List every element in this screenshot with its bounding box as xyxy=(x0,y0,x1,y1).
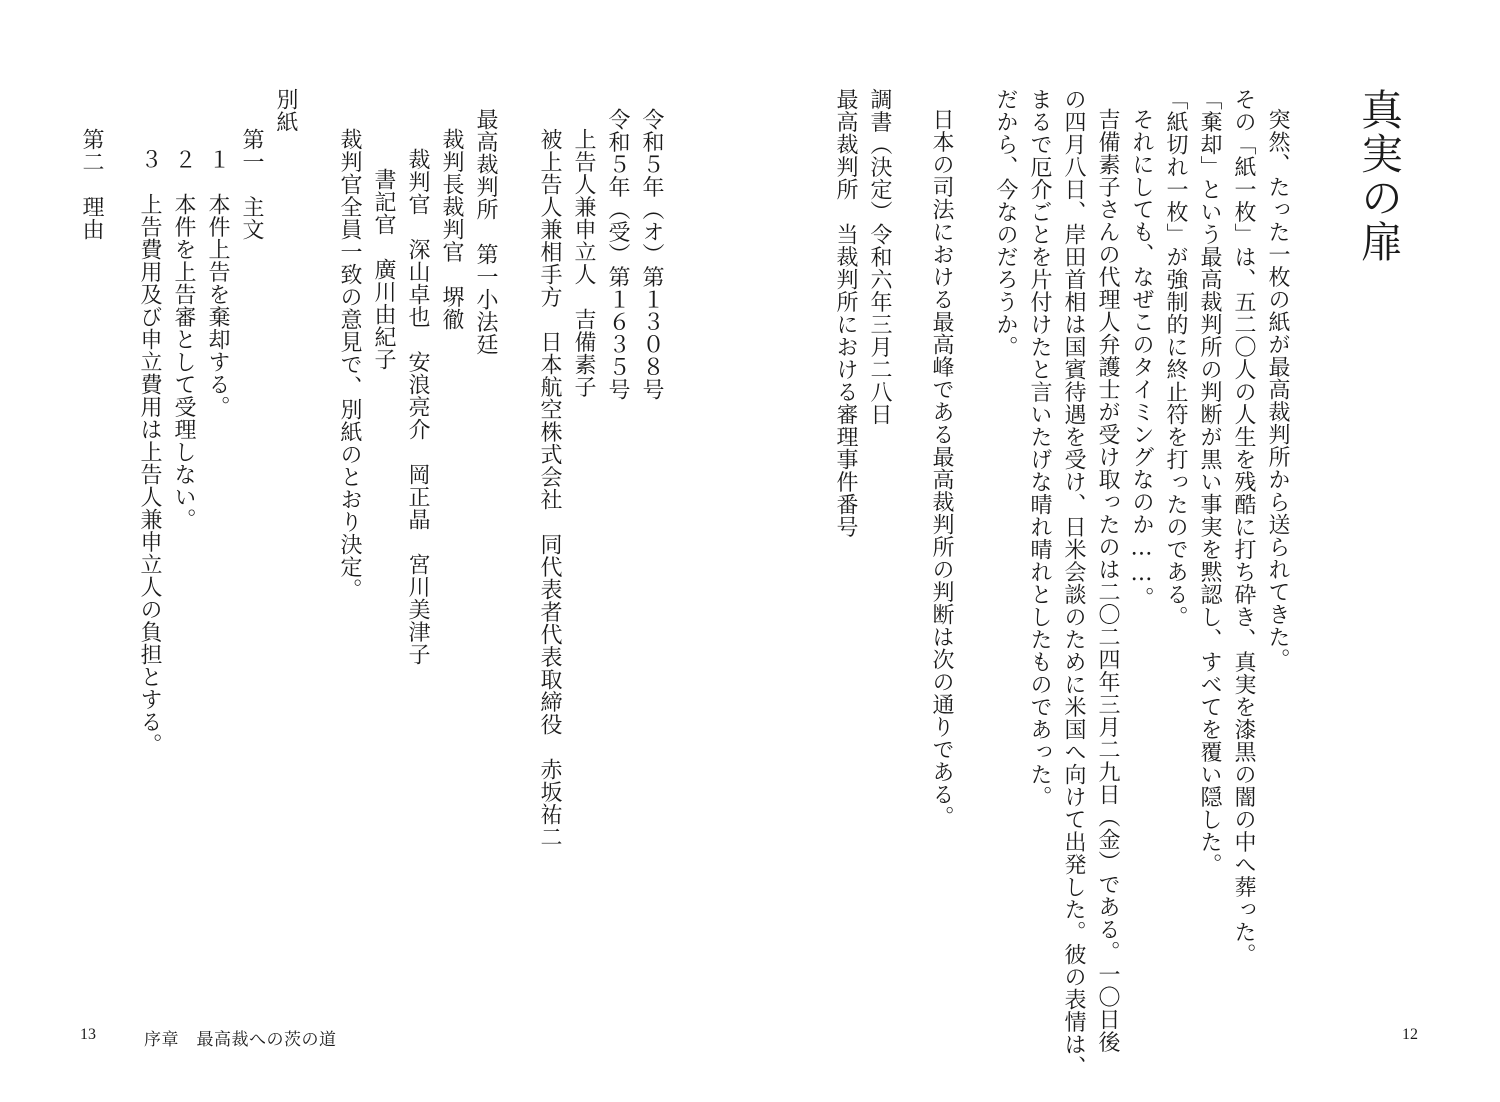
annex-line: １ 本件上告を棄却する。 xyxy=(205,148,230,418)
body-line: 「棄却」という最高裁判所の判断が黒い事実を黙認し、すべてを覆い隠した。 xyxy=(1197,88,1222,876)
annex-heading: 別紙 xyxy=(273,88,298,133)
body-line: 最高裁判所 当裁判所における審理事件番号 xyxy=(833,88,858,538)
case-number-line: 令和５年（受）第１６３５号 xyxy=(605,108,630,401)
court-line: 裁判官全員一致の意見で、別紙のとおり決定。 xyxy=(337,128,362,601)
page-number-left: 13 xyxy=(80,1026,96,1043)
chapter-title: 真実の扉 xyxy=(1355,88,1404,264)
body-line: だから、今なのだろうか。 xyxy=(993,88,1018,358)
annex-line: ２ 本件を上告審として受理しない。 xyxy=(171,148,196,531)
court-line: 裁判官 深山卓也 安浪亮介 岡正晶 宮川美津子 xyxy=(405,148,430,666)
body-line: 突然、たった一枚の紙が最高裁判所から送られてきた。 xyxy=(1265,108,1290,671)
party-line: 上告人兼申立人 吉備素子 xyxy=(571,128,596,398)
court-line: 裁判長裁判官 堺徹 xyxy=(439,128,464,331)
body-line: 調書（決定）令和六年三月二八日 xyxy=(867,88,892,426)
page-number-right: 12 xyxy=(1402,1026,1418,1043)
party-line: 被上告人兼相手方 日本航空株式会社 同代表者代表取締役 赤坂祐二 xyxy=(537,128,562,848)
annex-line: ３ 上告費用及び申立費用は上告人兼申立人の負担とする。 xyxy=(137,148,162,756)
body-line: 「紙切れ一枚」が強制的に終止符を打ったのである。 xyxy=(1163,88,1188,628)
body-line: それにしても、なぜこのタイミングなのか……。 xyxy=(1129,108,1154,609)
court-line: 最高裁判所 第一小法廷 xyxy=(473,108,498,356)
case-number-line: 令和５年（オ）第１３０８号 xyxy=(639,108,664,401)
body-line: 日本の司法における最高峰である最高裁判所の判断は次の通りである。 xyxy=(929,108,954,828)
running-head: 序章 最高裁への茨の道 xyxy=(144,1030,337,1050)
body-line: の四月八日、岸田首相は国賓待遇を受け、日米会談のために米国へ向けて出発した。彼の表情は、 xyxy=(1061,88,1086,1078)
annex-line: 第二 理由 xyxy=(79,128,104,241)
body-line: その「紙一枚」は、五二〇人の人生を残酷に打ち砕き、真実を漆黒の闇の中へ葬った。 xyxy=(1231,88,1256,966)
body-line: まるで厄介ごとを片付けたと言いたげな晴れ晴れとしたものであった。 xyxy=(1027,88,1052,808)
annex-line: 第一 主文 xyxy=(239,128,264,241)
body-line: 吉備素子さんの代理人弁護士が受け取ったのは二〇二四年三月二九日（金）である。一〇日後 xyxy=(1095,108,1120,1053)
court-line: 書記官 廣川由紀子 xyxy=(371,168,396,371)
